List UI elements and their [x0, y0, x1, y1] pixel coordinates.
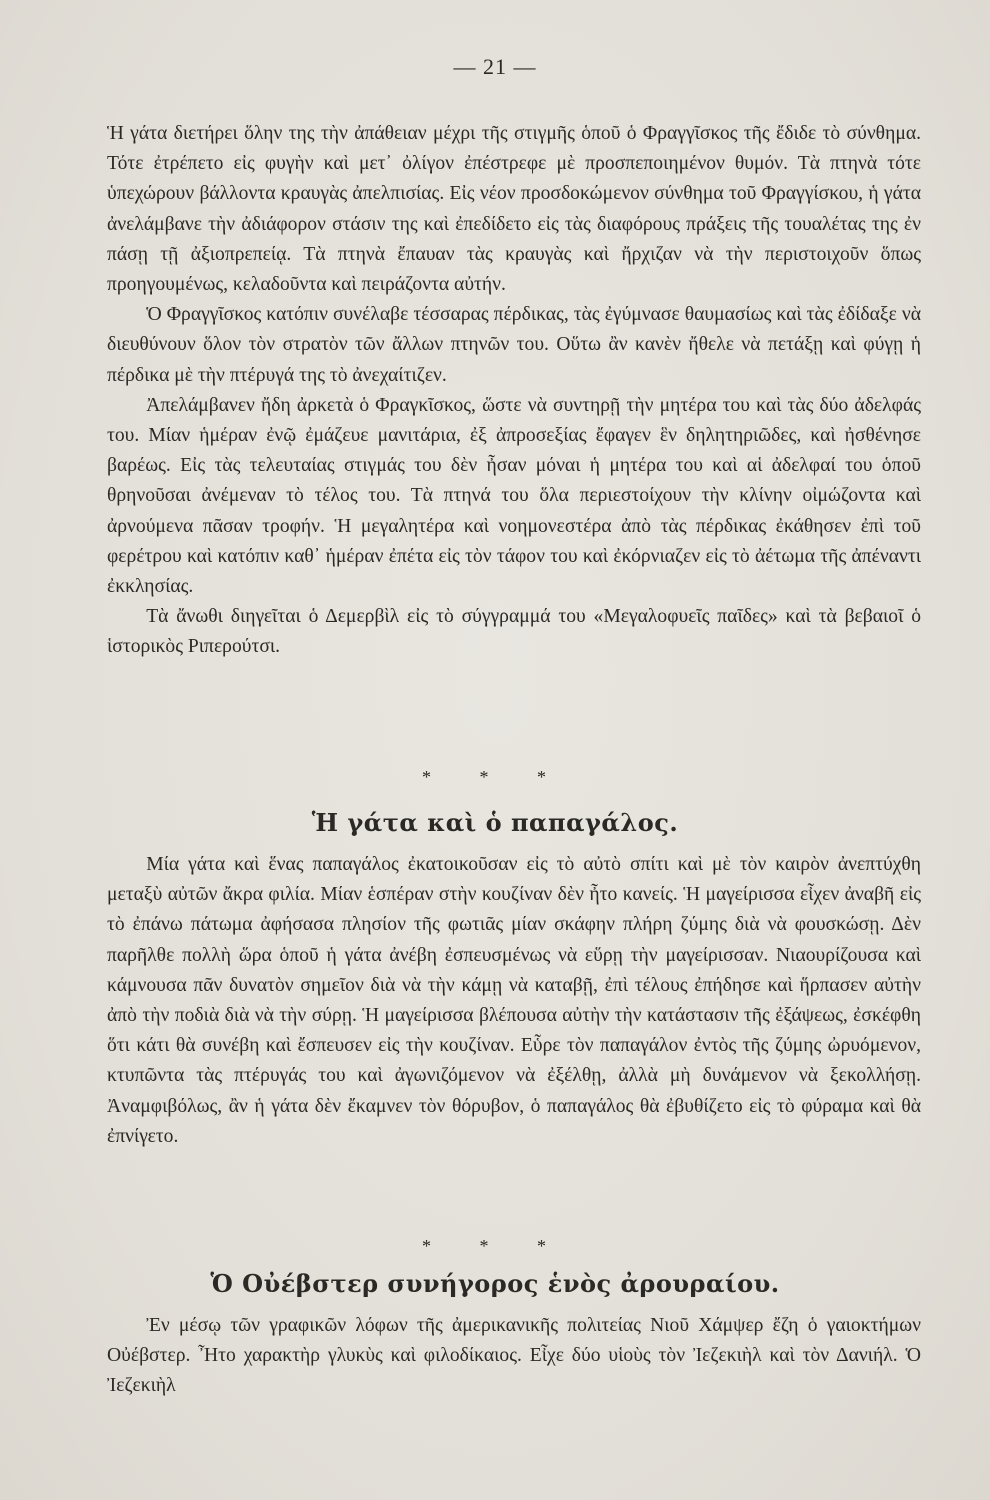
page-number: — 21 — [453, 54, 537, 79]
paragraph: Ἐν μέσῳ τῶν γραφικῶν λόφων τῆς ἀμερικανικῆς πολιτείας Νιοῦ Χάμψερ ἔζη ὁ γαιοκτήμων Οὐέβστερ. Ἦτο χαρακτὴρ γλυκὺς καὶ φιλοδίκαιος. Εἶχε δύο υἱοὺς τὸν Ἰεζεκιὴλ καὶ τὸν Δανιήλ. Ὁ Ἰεζεκιὴλ [107, 1315, 921, 1397]
section-separator: * * * [422, 767, 568, 787]
paragraph: Μία γάτα καὶ ἕνας παπαγάλος ἐκατοικοῦσαν εἰς τὸ αὐτὸ σπίτι καὶ μὲ τὸν καιρὸν ἀνεπτύχθη μεταξὺ αὐτῶν ἄκρα φιλία. Μίαν ἑσπέραν στὴν κουζίναν δὲν ἦτο κανείς. Ἡ μαγείρισσα εἶχεν ἀναβῆ εἰς τὸ ἐπάνω πάτωμα ἀφήσασα πλησίον τῆς φωτιᾶς μίαν σκάφην πλήρη ζύμης διὰ νὰ φουσκώσῃ. Δὲν παρῆλθε πολλὴ ὥρα ὁποῦ ἡ γάτα ἀνέβη ἐσπευσμένως νὰ εὕρῃ τὴν μαγείρισσαν. Νιαουρίζουσα καὶ κάμνουσα πᾶν δυνατὸν σημεῖον διὰ νὰ τὴν κάμῃ νὰ καταβῇ, ἐπὶ τέλους ἐπήδησε καὶ ἥρπασεν αὐτὴν ἀπὸ τὴν ποδιὰ διὰ νὰ τὴν σύρῃ. Ἡ μαγείρισσα βλέπουσα αὐτὴν τὴν κατάστασιν τῆς ἐξάψεως, ἐσκέφθη ὅτι κάτι θὰ συνέβη καὶ ἔσπευσεν εἰς τὴν κουζίναν. Εὗρε τὸν παπαγάλον ἐντὸς τῆς ζύμης ὠρυόμενον, κτυπῶντα τὰς πτέρυγάς του καὶ ἀγωνιζόμενον νὰ ἐξέλθῃ, ἀλλὰ μὴ δυνάμενον νὰ ξεκολλήσῃ. Ἀναμφιβόλως, ἂν ἡ γάτα δὲν ἔκαμνεν τὸν θόρυβον, ὁ παπαγάλος θὰ ἐβυθίζετο εἰς τὸ φύραμα καὶ θὰ ἐπνίγετο. [107, 854, 921, 1147]
paragraph: Ὁ Φραγγῖσκος κατόπιν συνέλαβε τέσσαρας πέρδικας, τὰς ἐγύμνασε θαυμασίως καὶ τὰς ἐδίδαξε νὰ διευθύνουν ὅλον τὸν στρατὸν τῶν ἄλλων πτηνῶν του. Οὕτω ἂν κανὲν ἤθελε νὰ πετάξῃ καὶ φύγῃ ἡ πέρδικα μὲ τὴν πτέρυγά της τὸ ἀνεχαίτιζεν. [107, 304, 921, 386]
paragraph: Ἡ γάτα διετήρει ὅλην της τὴν ἀπάθειαν μέχρι τῆς στιγμῆς ὁποῦ ὁ Φραγγῖσκος τῆς ἔδιδε τὸ σύνθημα. Τότε ἐτρέπετο εἰς φυγὴν καὶ μετ᾽ ὀλίγον ἐπέστρεφε μὲ προσπεποιημένον θυμόν. Τὰ πτηνὰ τότε ὑπεχώρουν βάλλοντα κραυγὰς ἀπελπισίας. Εἰς νέον προσδοκώμενον σύνθημα τοῦ Φραγγίσκου, ἡ γάτα ἀνελάμβανε τὴν ἀδιάφορον στάσιν της καὶ ἐπεδίδετο εἰς τὰς διαφόρους πράξεις τῆς τουαλέτας της ἐν πάσῃ τῇ ἀξιοπρεπείᾳ. Τὰ πτηνὰ ἔπαυαν τὰς κραυγὰς καὶ ἤρχιζαν νὰ τὴν περιστοιχοῦν ὅπως προηγουμένως, κελαδοῦντα καὶ πειράζοντα αὐτήν. [107, 123, 921, 296]
paragraph: Τὰ ἄνωθι διηγεῖται ὁ Δεμερβὶλ εἰς τὸ σύγγραμμά του «Μεγαλοφυεῖς παῖδες» καὶ τὰ βεβαιοῖ ὁ ἱστορικὸς Ριπερούτσι. [107, 606, 921, 658]
section-title: Ὁ Οὐέβστερ συνήγορος ἑνὸς ἀρουραίου. [210, 1269, 780, 1298]
section-body-continued [107, 119, 921, 663]
section-separator: * * * [422, 1236, 568, 1256]
section-body [107, 1311, 921, 1402]
section-body [107, 850, 921, 1152]
paragraph: Ἀπελάμβανεν ἤδη ἀρκετὰ ὁ Φραγκῖσκος, ὥστε νὰ συντηρῇ τὴν μητέρα του καὶ τὰς δύο ἀδελφάς του. Μίαν ἡμέραν ἐνῷ ἐμάζευε μανιτάρια, ἐξ ἀπροσεξίας ἔφαγεν ἓν δηλητηριῶδες, καὶ ἠσθένησε βαρέως. Εἰς τὰς τελευταίας στιγμάς του δὲν ἦσαν μόναι ἡ μητέρα του καὶ αἱ ἀδελφαί του ὁποῦ θρηνοῦσαι ἀνέμεναν τὸ τέλος του. Τὰ πτηνά του ὅλα περιεστοίχουν τὴν κλίνην οἰμώζοντα καὶ ἀρνούμενα πᾶσαν τροφήν. Ἡ μεγαλητέρα καὶ νοημονεστέρα ἀπὸ τὰς πέρδικας ἐκάθησεν ἐπὶ τοῦ φερέτρου καὶ κατόπιν καθ᾽ ἡμέραν ἐπέτα εἰς τὸν τάφον του καὶ ἐκόρνιαζεν εἰς τὸ ἀέτωμα τῆς ἀπέναντι ἐκκλησίας. [107, 394, 921, 598]
section-title: Ἡ γάτα καὶ ὁ παπαγάλος. [311, 808, 679, 837]
